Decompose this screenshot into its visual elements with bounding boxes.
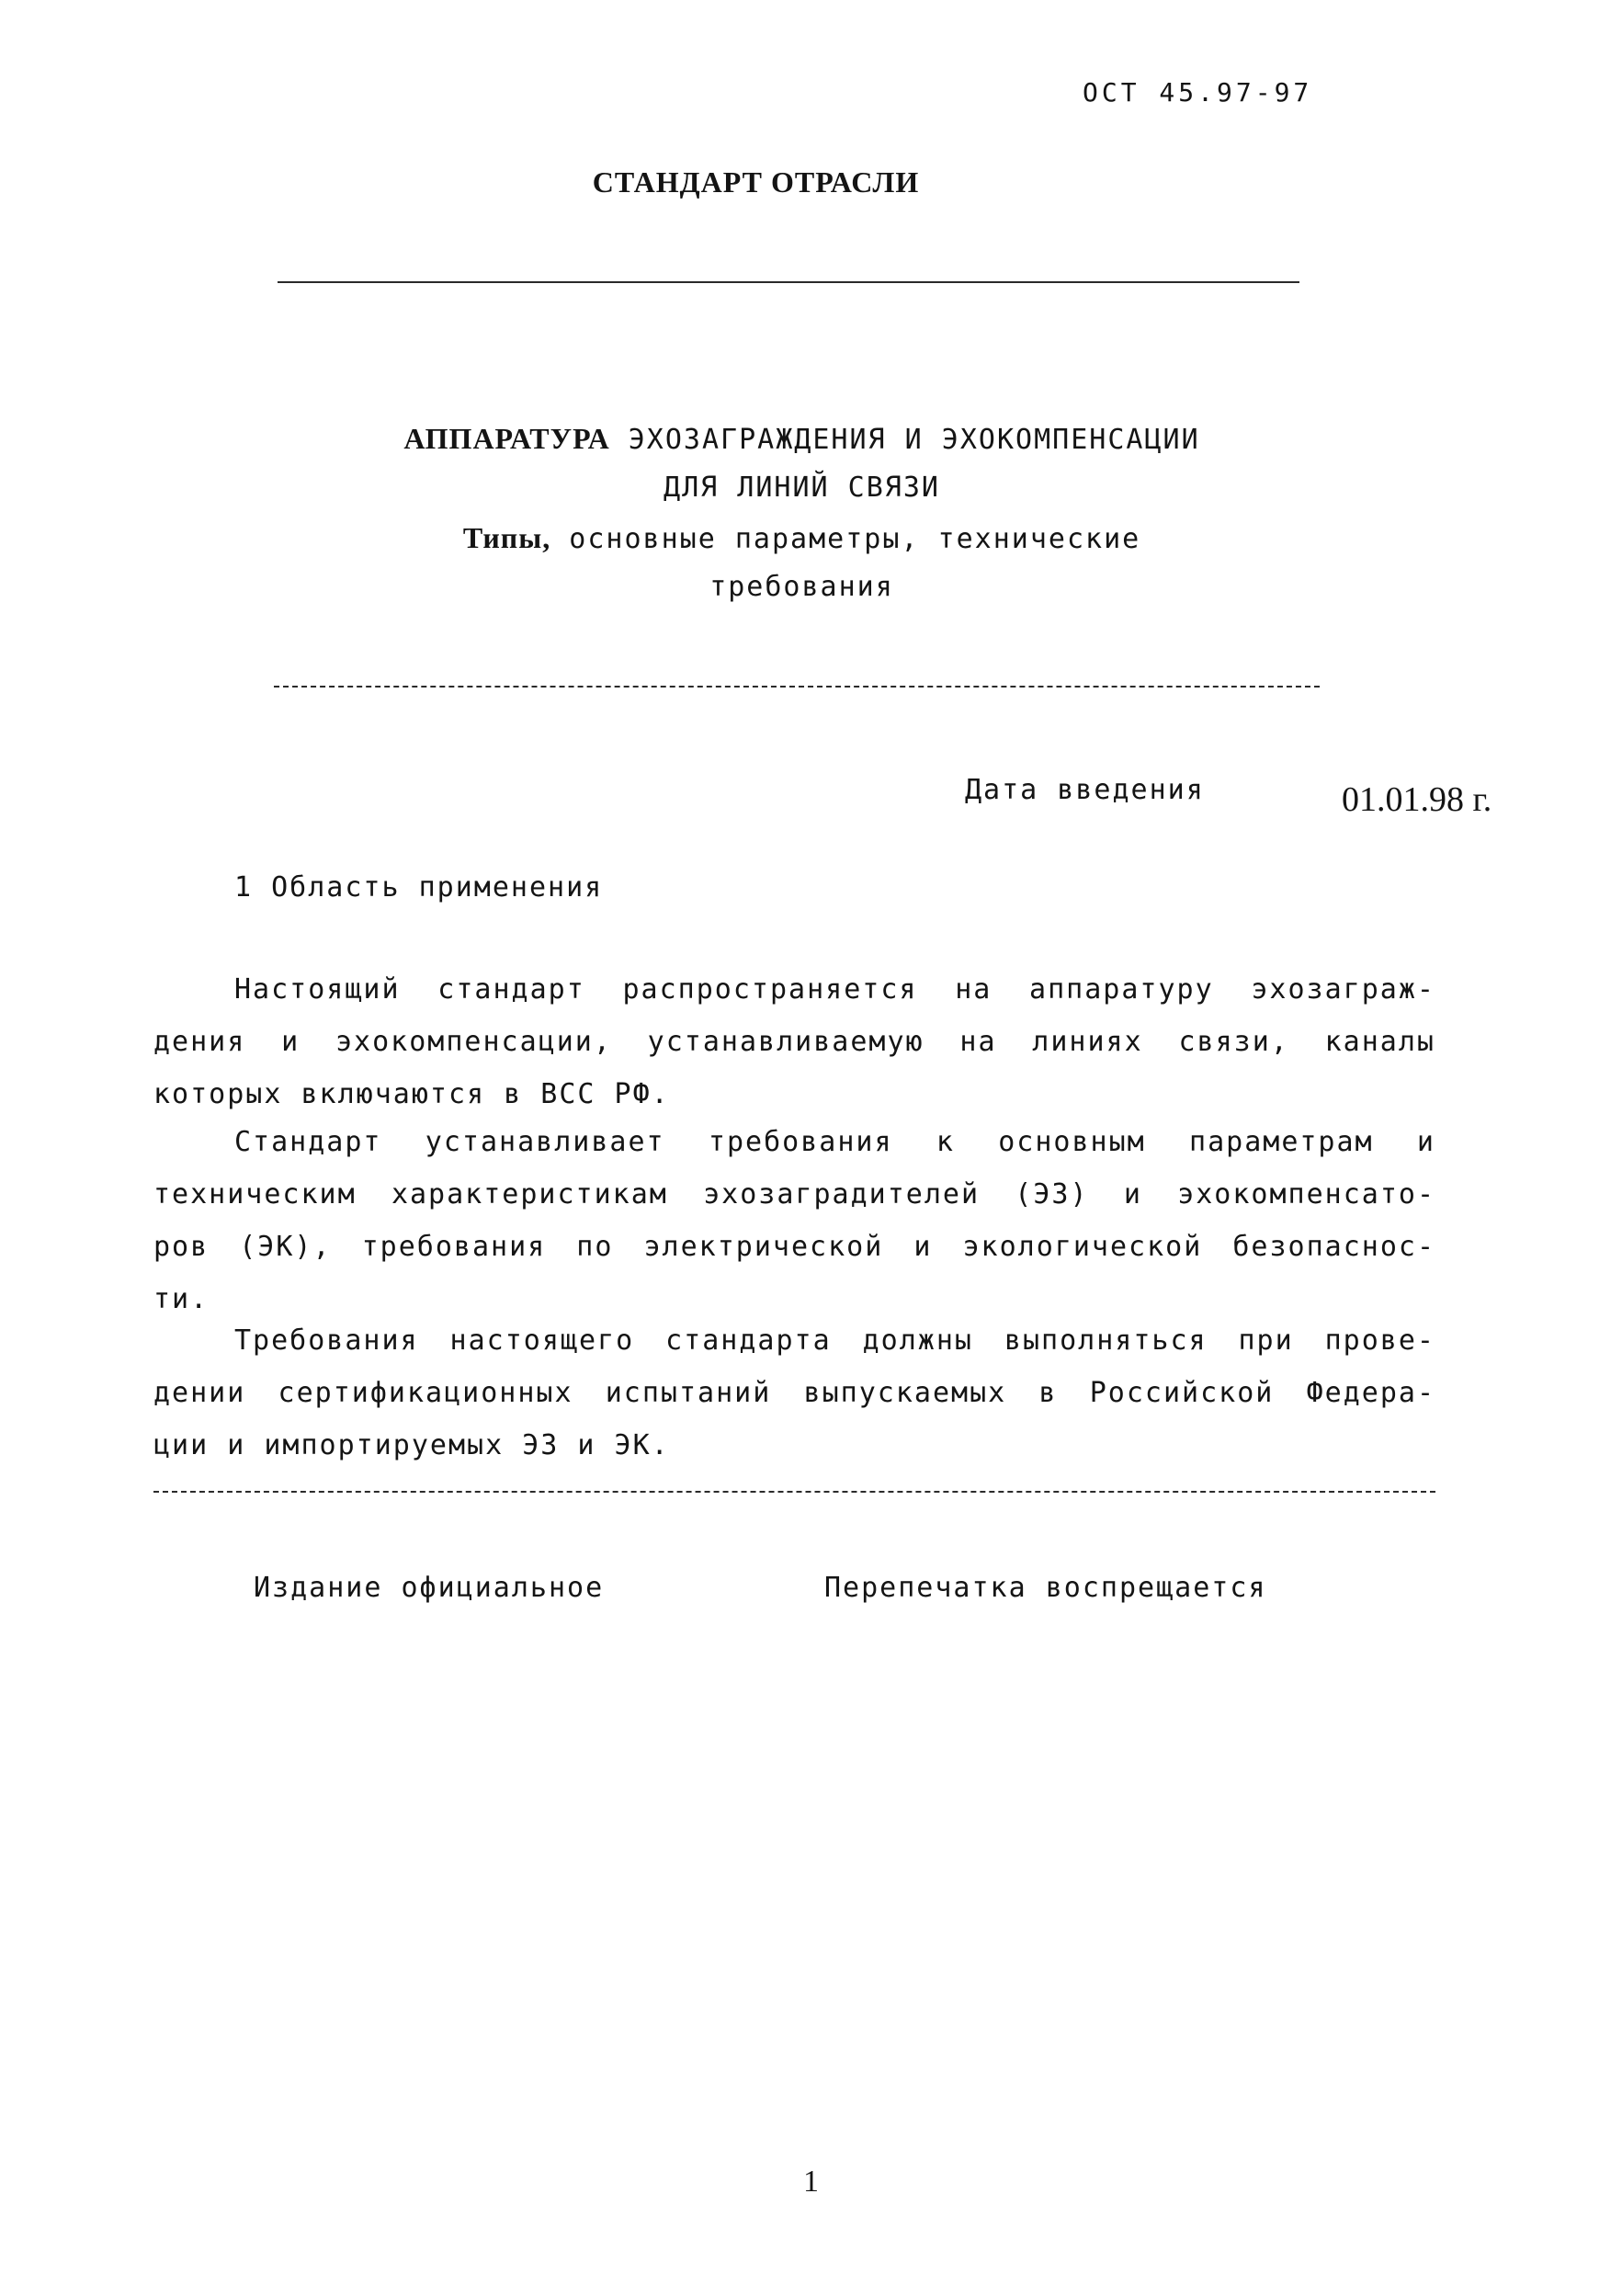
paragraph-line: которых включаются в ВСС РФ.: [153, 1078, 670, 1110]
title-line-3-bold: Типы,: [462, 521, 551, 554]
title-line-4: требования: [709, 571, 894, 603]
intro-date-label: Дата введения: [965, 774, 1205, 806]
paragraph-line: Требования настоящего стандарта должны выполняться при прове-: [234, 1324, 1435, 1357]
top-divider: [278, 281, 1299, 283]
title-divider: [274, 686, 1320, 688]
paragraph-line: ров (ЭК), требования по электрической и экологической безопаснос-: [153, 1231, 1435, 1263]
document-code: ОСТ 45.97-97: [1083, 77, 1313, 108]
reprint-note: Перепечатка воспрещается: [824, 1572, 1267, 1604]
paragraph-line: дении сертификационных испытаний выпускаемых в Российской Федера-: [153, 1377, 1435, 1409]
section-heading: 1 Область применения: [234, 871, 604, 904]
edition-note: Издание официальное: [254, 1572, 605, 1604]
paragraph-line: дения и эхокомпенсации, устанавливаемую на линиях связи, каналы: [153, 1026, 1435, 1058]
paragraph-2: [153, 1116, 1435, 1325]
paragraph-line: ти.: [153, 1283, 210, 1315]
standard-title: [0, 414, 1622, 612]
paragraph-3: [153, 1314, 1435, 1472]
title-line-3: [0, 513, 1613, 563]
paragraph-line: техническим характеристикам эхозаградителей (ЭЗ) и эхокомпенсато-: [153, 1178, 1435, 1211]
document-type-heading: [0, 165, 1622, 199]
title-line-1-rest: ЭХОЗАГРАЖДЕНИЯ И ЭХОКОМПЕНСАЦИИ: [609, 424, 1200, 456]
title-line-1-bold: АППАРАТУРА: [403, 422, 610, 455]
body-divider: [153, 1491, 1435, 1493]
paragraph-line: Стандарт устанавливает требования к основным параметрам и: [234, 1126, 1435, 1158]
paragraph-line: ции и импортируемых ЭЗ и ЭК.: [153, 1429, 670, 1461]
document-type-text: СТАНДАРТ ОТРАСЛИ: [592, 165, 920, 199]
title-line-1: [0, 414, 1613, 463]
page-number: 1: [803, 2165, 819, 2199]
intro-date-value: 01.01.98 г.: [1342, 780, 1492, 819]
title-line-3-rest: основные параметры, технические: [550, 523, 1141, 555]
title-line-2: ДЛЯ ЛИНИЙ СВЯЗИ: [664, 472, 940, 504]
paragraph-1: [153, 963, 1435, 1120]
paragraph-line: Настоящий стандарт распространяется на аппаратуру эхозаграж-: [234, 973, 1435, 1006]
